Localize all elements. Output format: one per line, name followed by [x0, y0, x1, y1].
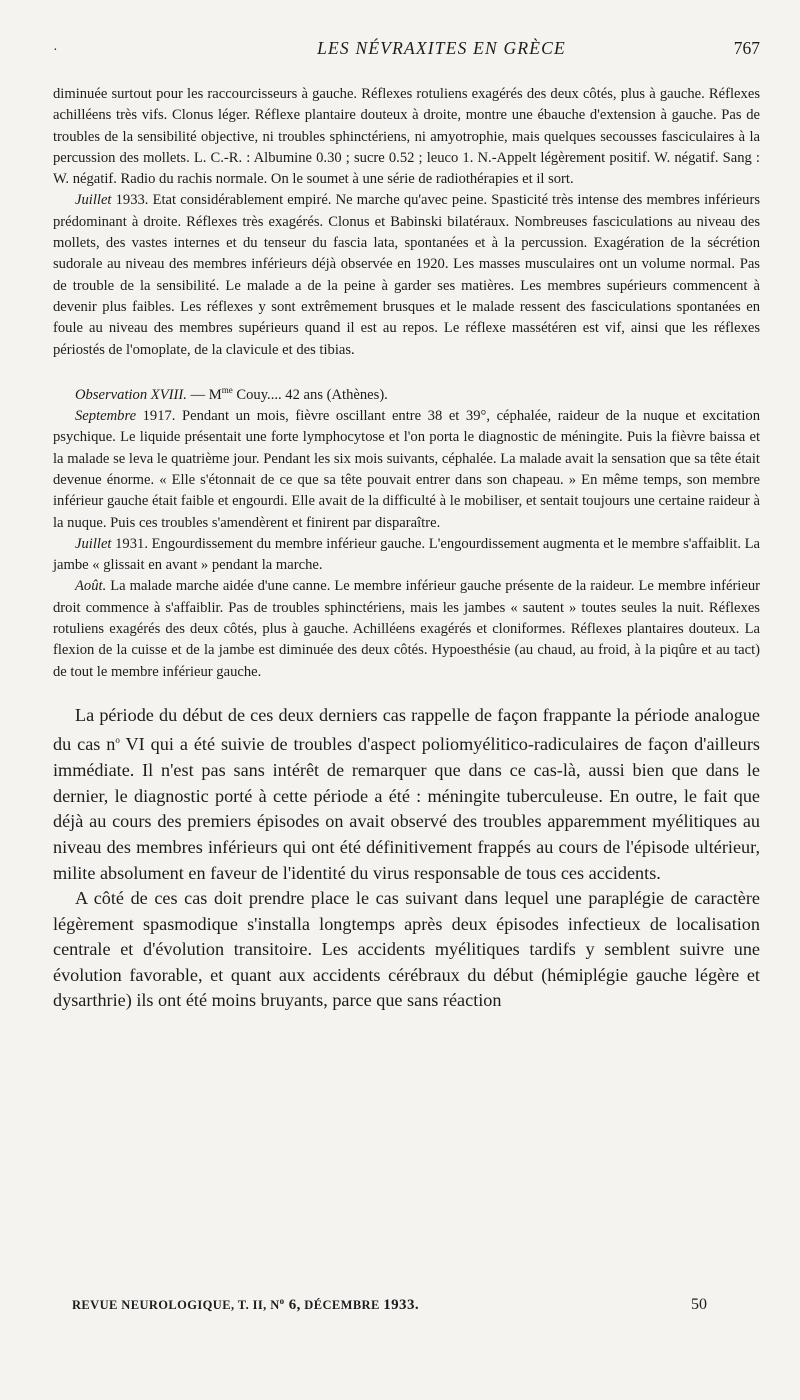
- journal-citation: [72, 1296, 419, 1314]
- paragraph-text: 1933. Etat considérablement empiré. Ne marche qu'avec peine. Spasticité très intense des membres inférieurs prédominant à droite. Réflexes très exagérés. Clonus et Babinski bilatéraux. Nombreuses fasciculations au niveau des mollets, des vastes internes et du tenseur du fascia lata, spontanées et à la percussion. Exagération de la sécrétion sudorale au niveau des membres inférieurs déjà observée en 1920. Les masses musculaires ont un volume normal. Pas de trouble de la sensibilité. Le malade a de la peine à garder ses matières. Les membres supérieurs commencent à devenir plus faibles. Les réflexes y sont extrêmement brusques et le malade ressent des fasciculations spontanées en foule au niveau des membres supérieurs quand il est au repos. Le réflexe massétéren est vif, ainsi que les réflexes périostés de l'omoplate, de la clavicule et des tibias.: [53, 192, 760, 358]
- observation-heading: [53, 380, 760, 406]
- discussion-paragraph-1: [53, 703, 760, 886]
- issue-number: 6,: [284, 1297, 301, 1314]
- journal-name: REVUE NEUROLOGIQUE, T. II, N: [72, 1298, 280, 1313]
- date-lead: Septembre: [75, 408, 137, 425]
- paragraph-text: 1931. Engourdissement du membre inférieur gauche. L'engourdissement augmenta et le membre s'affaiblit. La jambe « glissait en avant » pendant la marche.: [53, 535, 761, 574]
- paragraph-text: La malade marche aidée d'une canne. Le membre inférieur gauche présente de la raideur. Le membre inférieur droit commence à s'affaiblir. Pas de troubles sphinctériens, mais les jambes « sautent » toutes seules la nuit. Réflexes rotuliens exagérés des deux côtés, plus à gauche. Achilléens exagérés et cloniformes. Réflexes plantaires douteux. La flexion de la cuisse et de la jambe est diminuée des deux côtés. Hypoesthésie (au chaud, au froid, à la piqûre et au tact) de tout le membre inférieur gauche.: [53, 578, 760, 680]
- journal-month: DÉCEMBRE: [300, 1298, 384, 1313]
- running-title: LES NÉVRAXITES EN GRÈCE: [317, 38, 566, 58]
- date-lead: Juillet: [75, 192, 112, 209]
- paragraph-text: VI qui a été suivie de troubles d'aspect poliomyélitico-radiculaires de façon d'ailleurs immédiate. Il n'est pas sans intérêt de remarquer que dans ce cas-là, aussi bien que dans le dernier, le diagnostic porté à cette période a été : méningite tuberculeuse. En outre, le fait que déjà au cours des premiers épisodes on avait observé des troubles apparemment myélitiques au niveau des membres inférieurs qui ont été définitivement frappés au cours de l'épisode ultérieur, milite absolument en faveur de l'identité du virus responsable de tous ces accidents.: [53, 734, 760, 883]
- journal-year: 1933.: [383, 1297, 419, 1314]
- page-number: 767: [733, 38, 760, 58]
- discussion-paragraph-2: A côté de ces cas doit prendre place le cas suivant dans lequel une paraplégie de caractère légèrement spasmodique s'installa longtemps après deux épisodes infectieux de localisation centrale et d'évolution transitoire. Les accidents myélitiques tardifs y semblent suivre une évolution favorable, et quant aux accidents cérébraux du début (hémiplégie gauche légère et dysarthrie) ils ont été moins bruyants, parce que sans réaction: [53, 888, 760, 1011]
- journal-sup: o: [279, 1296, 285, 1306]
- case-paragraph-3: [53, 406, 760, 534]
- case-paragraph-4: [53, 534, 760, 577]
- paragraph-text: La période du début de ces deux derniers cas rappelle de façon frappante la période analogue du cas n: [53, 704, 760, 755]
- date-lead: Juillet: [75, 535, 112, 552]
- paragraph-text: 1917. Pendant un mois, fièvre oscillant entre 38 et 39°, céphalée, raideur de la nuque et excitation psychique. Le liquide présentait une forte lymphocytose et l'on porta le diagnostic de méningite. Puis la fièvre baissa et la malade se leva le quatrième jour. Pendant les six mois suivants, céphalée. La malade avait la sensation que sa tête était devenue énorme. « Elle s'étonnait de ce que sa tête pouvait entrer dans son chapeau. » En même temps, son membre inférieur gauche était faible et engourdi. Elle avait de la difficulté à le mobiliser, et sentait toujours une certaine raideur à la nuque. Puis ces troubles s'amendèrent et finirent par disparaître.: [53, 408, 760, 531]
- case-paragraph-1: diminuée surtout pour les raccourcisseurs à gauche. Réflexes rotuliens exagérés des deux côtés, plus à gauche. Réflexes achilléens très vifs. Clonus léger. Réflexe plantaire douteux à droite, montre une ébauche d'extension à gauche. Pas de troubles de la sensibilité objective, ni troubles sphinctériens, ni amyotrophie, mais quelques secousses fasciculaires à la percussion des mollets. L. C.-R. : Albumine 0.30 ; sucre 0.52 ; leuco 1. N.-Appelt légèrement positif. W. négatif. Sang : W. négatif. Radio du rachis normale. On le soumet à une série de radiothérapies et il sort.: [53, 86, 760, 188]
- date-lead: Août.: [75, 578, 107, 595]
- signature-mark: 50: [691, 1296, 707, 1314]
- discussion: [53, 703, 760, 1014]
- header-dot: ·: [53, 43, 58, 58]
- case-paragraph-5: [53, 576, 760, 682]
- page-footer: [72, 1296, 707, 1314]
- observation-patient: Couy.... 42 ans (Athènes).: [232, 386, 388, 403]
- case-notes: [53, 84, 760, 683]
- observation-dash: — M: [186, 386, 222, 403]
- running-header: [53, 38, 760, 66]
- observation-sup: me: [221, 384, 233, 395]
- observation-label: Observation XVIII.: [75, 386, 187, 403]
- number-sup: o: [115, 735, 120, 746]
- case-paragraph-2: [53, 190, 760, 360]
